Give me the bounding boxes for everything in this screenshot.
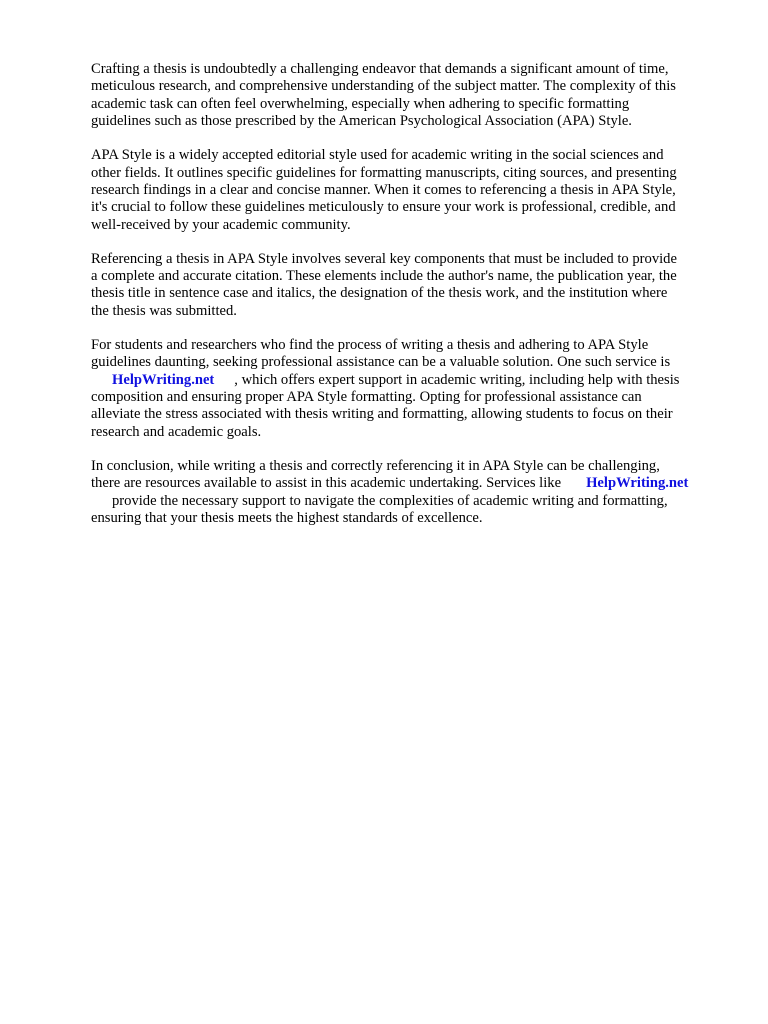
paragraph-assistance bbox=[91, 337, 731, 441]
text-line: the thesis was submitted. bbox=[91, 302, 237, 319]
text-line: Referencing a thesis in APA Style involves several key components that must be included to provide bbox=[91, 250, 677, 267]
text-line-with-link bbox=[91, 475, 731, 492]
paragraph-intro bbox=[91, 61, 731, 131]
text-line: a complete and accurate citation. These elements include the author's name, the publication year, the bbox=[91, 268, 677, 285]
text-line: guidelines such as those prescribed by the American Psychological Association (APA) Style. bbox=[91, 113, 632, 130]
text-line: Crafting a thesis is undoubtedly a challenging endeavor that demands a significant amount of time, bbox=[91, 61, 669, 77]
text-line: well-received by your academic community. bbox=[91, 216, 351, 233]
paragraph-conclusion bbox=[91, 458, 731, 528]
text-line: ensuring that your thesis meets the highest standards of excellence. bbox=[91, 509, 483, 526]
text-line: APA Style is a widely accepted editorial style used for academic writing in the social sciences and bbox=[91, 147, 664, 164]
text-line: For students and researchers who find the process of writing a thesis and adhering to APA Style bbox=[91, 336, 649, 353]
document-page bbox=[91, 61, 731, 544]
text-fragment: provide the necessary support to navigate the complexities of academic writing and formatting, bbox=[112, 492, 668, 509]
text-line-with-link bbox=[91, 372, 731, 389]
text-fragment: there are resources available to assist in this academic undertaking. Services like bbox=[91, 475, 562, 492]
paragraph-apa-style bbox=[91, 147, 731, 234]
text-line: other fields. It outlines specific guidelines for formatting manuscripts, citing sources, and presenting bbox=[91, 164, 677, 181]
text-line: meticulous research, and comprehensive understanding of the subject matter. The complexity of this bbox=[91, 78, 676, 95]
text-line: academic task can often feel overwhelming, especially when adhering to specific formatting bbox=[91, 95, 630, 112]
text-line: alleviate the stress associated with thesis writing and formatting, allowing students to focus on their bbox=[91, 406, 673, 423]
text-line: guidelines daunting, seeking professional assistance can be a valuable solution. One such service is bbox=[91, 354, 671, 371]
paragraph-referencing bbox=[91, 251, 731, 321]
text-line: research and academic goals. bbox=[91, 423, 262, 440]
text-line: it's crucial to follow these guidelines meticulously to ensure your work is professional, credible, and bbox=[91, 199, 676, 216]
text-fragment: , which offers expert support in academic writing, including help with thesis bbox=[234, 371, 680, 388]
text-line: composition and ensuring proper APA Style formatting. Opting for professional assistance can bbox=[91, 389, 642, 405]
helpwriting-link[interactable]: HelpWriting.net bbox=[586, 475, 689, 492]
text-line: In conclusion, while writing a thesis and correctly referencing it in APA Style can be challenging, bbox=[91, 457, 660, 474]
text-line: research findings in a clear and concise manner. When it comes to referencing a thesis in APA Style, bbox=[91, 181, 676, 198]
text-line: thesis title in sentence case and italics, the designation of the thesis work, and the institution where bbox=[91, 285, 668, 302]
text-line bbox=[91, 493, 731, 510]
helpwriting-link[interactable]: HelpWriting.net bbox=[112, 371, 215, 388]
